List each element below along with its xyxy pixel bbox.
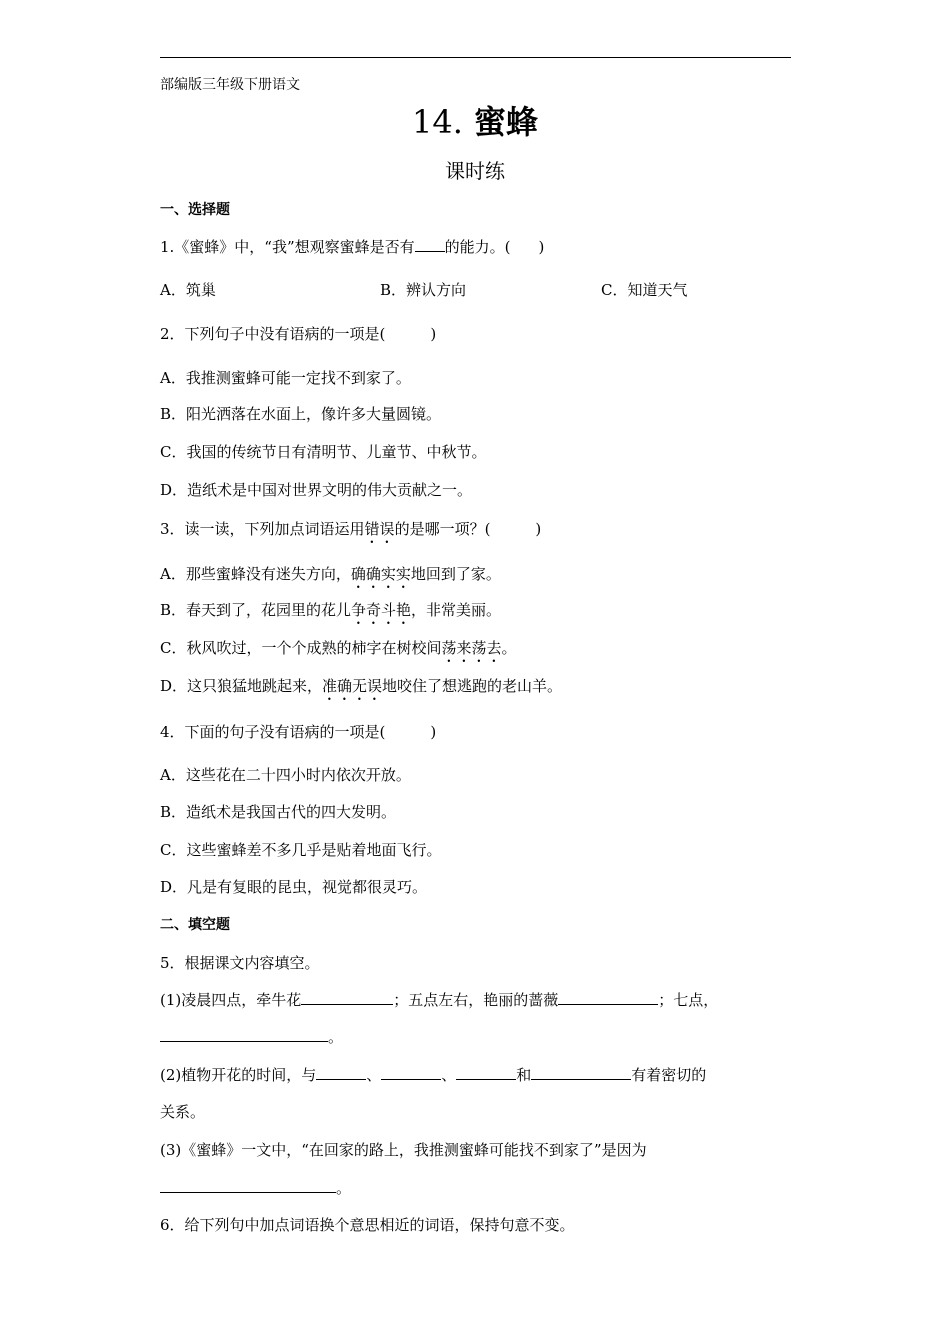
document-subtitle: 课时练 (445, 159, 505, 183)
q5-p1-blank-3 (160, 1027, 328, 1042)
q3-d-text: D．这只狼猛地跳起来， (160, 677, 323, 695)
q5-p2-blank-1 (316, 1065, 366, 1080)
question-1-stem (160, 237, 544, 257)
q3-d-text: 地咬住了想逃跑的老山羊。 (382, 677, 563, 695)
question-5-stem: 5．根据课文内容填空。 (160, 954, 320, 972)
title-number: 14. (411, 103, 463, 141)
header-rule (160, 57, 791, 58)
q5-p2-text: 和 (516, 1066, 532, 1084)
q3-b-dotted-word: 争奇斗艳 (351, 601, 412, 619)
q1-option-a: A．筑巢 (160, 281, 216, 299)
q5-p1-blank-2 (558, 990, 658, 1005)
section-title-fill: 二、填空题 (160, 917, 230, 933)
q1-option-c: C．知道天气 (601, 281, 688, 299)
q3-c-text: 。 (501, 639, 517, 657)
q5-p2-text: 有着密切的 (631, 1066, 707, 1084)
question-6-stem: 6．给下列句中加点词语换个意思相近的词语，保持句意不变。 (160, 1216, 575, 1234)
q5-p2-text: (2)植物开花的时间，与 (160, 1066, 317, 1084)
q5-p2-blank-3 (456, 1065, 516, 1080)
q3-c-dotted-word: 荡来荡去 (441, 639, 502, 657)
question-1-options (160, 280, 791, 300)
q2-option-d: D．造纸术是中国对世界文明的伟大贡献之一。 (160, 481, 473, 499)
q3-option-c (160, 638, 517, 666)
question-2-stem: 2．下列句子中没有语病的一项是( ) (160, 325, 437, 343)
q2-option-a: A．我推测蜜蜂可能一定找不到家了。 (160, 369, 411, 387)
q5-p3-blank (160, 1178, 336, 1193)
q3-option-d (160, 676, 562, 704)
q5-part-3-cont (160, 1178, 351, 1198)
q2-option-c: C．我国的传统节日有清明节、儿童节、中秋节。 (160, 443, 487, 461)
q4-option-a: A．这些花在二十四小时内依次开放。 (160, 766, 411, 784)
q5-p1-text: ；七点， (658, 991, 719, 1009)
q5-p1-text: 。 (328, 1028, 344, 1046)
q5-p2-text: 、 (441, 1066, 457, 1084)
q3-b-text: B．春天到了，花园里的花儿 (160, 601, 352, 619)
q3-option-a (160, 564, 501, 592)
q3-d-dotted-word: 准确无误 (322, 677, 383, 695)
q3-a-dotted-word: 确确实实 (350, 565, 411, 583)
document-title (0, 100, 950, 144)
q3-b-text: ，非常美丽。 (411, 601, 502, 619)
q1-stem-part: 的能力。( (444, 238, 511, 256)
q4-option-b: B．造纸术是我国古代的四大发明。 (160, 803, 397, 821)
q3-option-b (160, 600, 501, 628)
q3-a-text: A．那些蜜蜂没有迷失方向， (160, 565, 351, 583)
q1-blank (415, 237, 445, 252)
q5-p1-text: ；五点左右，艳丽的蔷薇 (393, 991, 559, 1009)
section-title-choice: 一、选择题 (160, 202, 230, 218)
q5-p1-blank-1 (301, 990, 393, 1005)
q5-part-2 (160, 1065, 706, 1085)
q5-p1-text: (1)凌晨四点，牵牛花 (160, 991, 302, 1009)
q1-option-b: B．辨认方向 (380, 281, 467, 299)
q4-option-c: C．这些蜜蜂差不多几乎是贴着地面飞行。 (160, 841, 442, 859)
q5-part-3: (3)《蜜蜂》一文中，“在回家的路上，我推测蜜蜂可能找不到家了”是因为 (160, 1141, 647, 1159)
q5-p2-blank-2 (381, 1065, 441, 1080)
title-text: 蜜蜂 (474, 103, 539, 141)
q3-c-text: C．秋风吹过，一个个成熟的柿字在树校间 (160, 639, 442, 657)
q4-option-d: D．凡是有复眼的昆虫，视觉都很灵巧。 (160, 878, 428, 896)
q1-stem-part: ) (538, 238, 545, 256)
q3-stem-part: 3．读一读，下列加点词语运用 (160, 520, 365, 538)
q5-part-2-cont: 关系。 (160, 1103, 206, 1121)
q3-emphasis-word: 错误 (364, 520, 395, 538)
question-4-stem: 4．下面的句子没有语病的一项是( ) (160, 723, 437, 741)
q5-p2-blank-4 (531, 1065, 631, 1080)
q3-a-text: 地回到了家。 (410, 565, 501, 583)
q5-part-1 (160, 990, 718, 1010)
header-label: 部编版三年级下册语文 (160, 77, 300, 93)
q5-p2-text: 、 (366, 1066, 382, 1084)
q5-part-1-cont (160, 1027, 343, 1047)
q3-stem-part: 的是哪一项？( ) (394, 520, 542, 538)
q5-p3-text: 。 (336, 1179, 352, 1197)
question-3-stem (160, 519, 541, 547)
q1-stem-part: 1.《蜜蜂》中，“我”想观察蜜蜂是否有 (160, 238, 415, 256)
q2-option-b: B．阳光洒落在水面上，像许多大量圆镜。 (160, 405, 442, 423)
